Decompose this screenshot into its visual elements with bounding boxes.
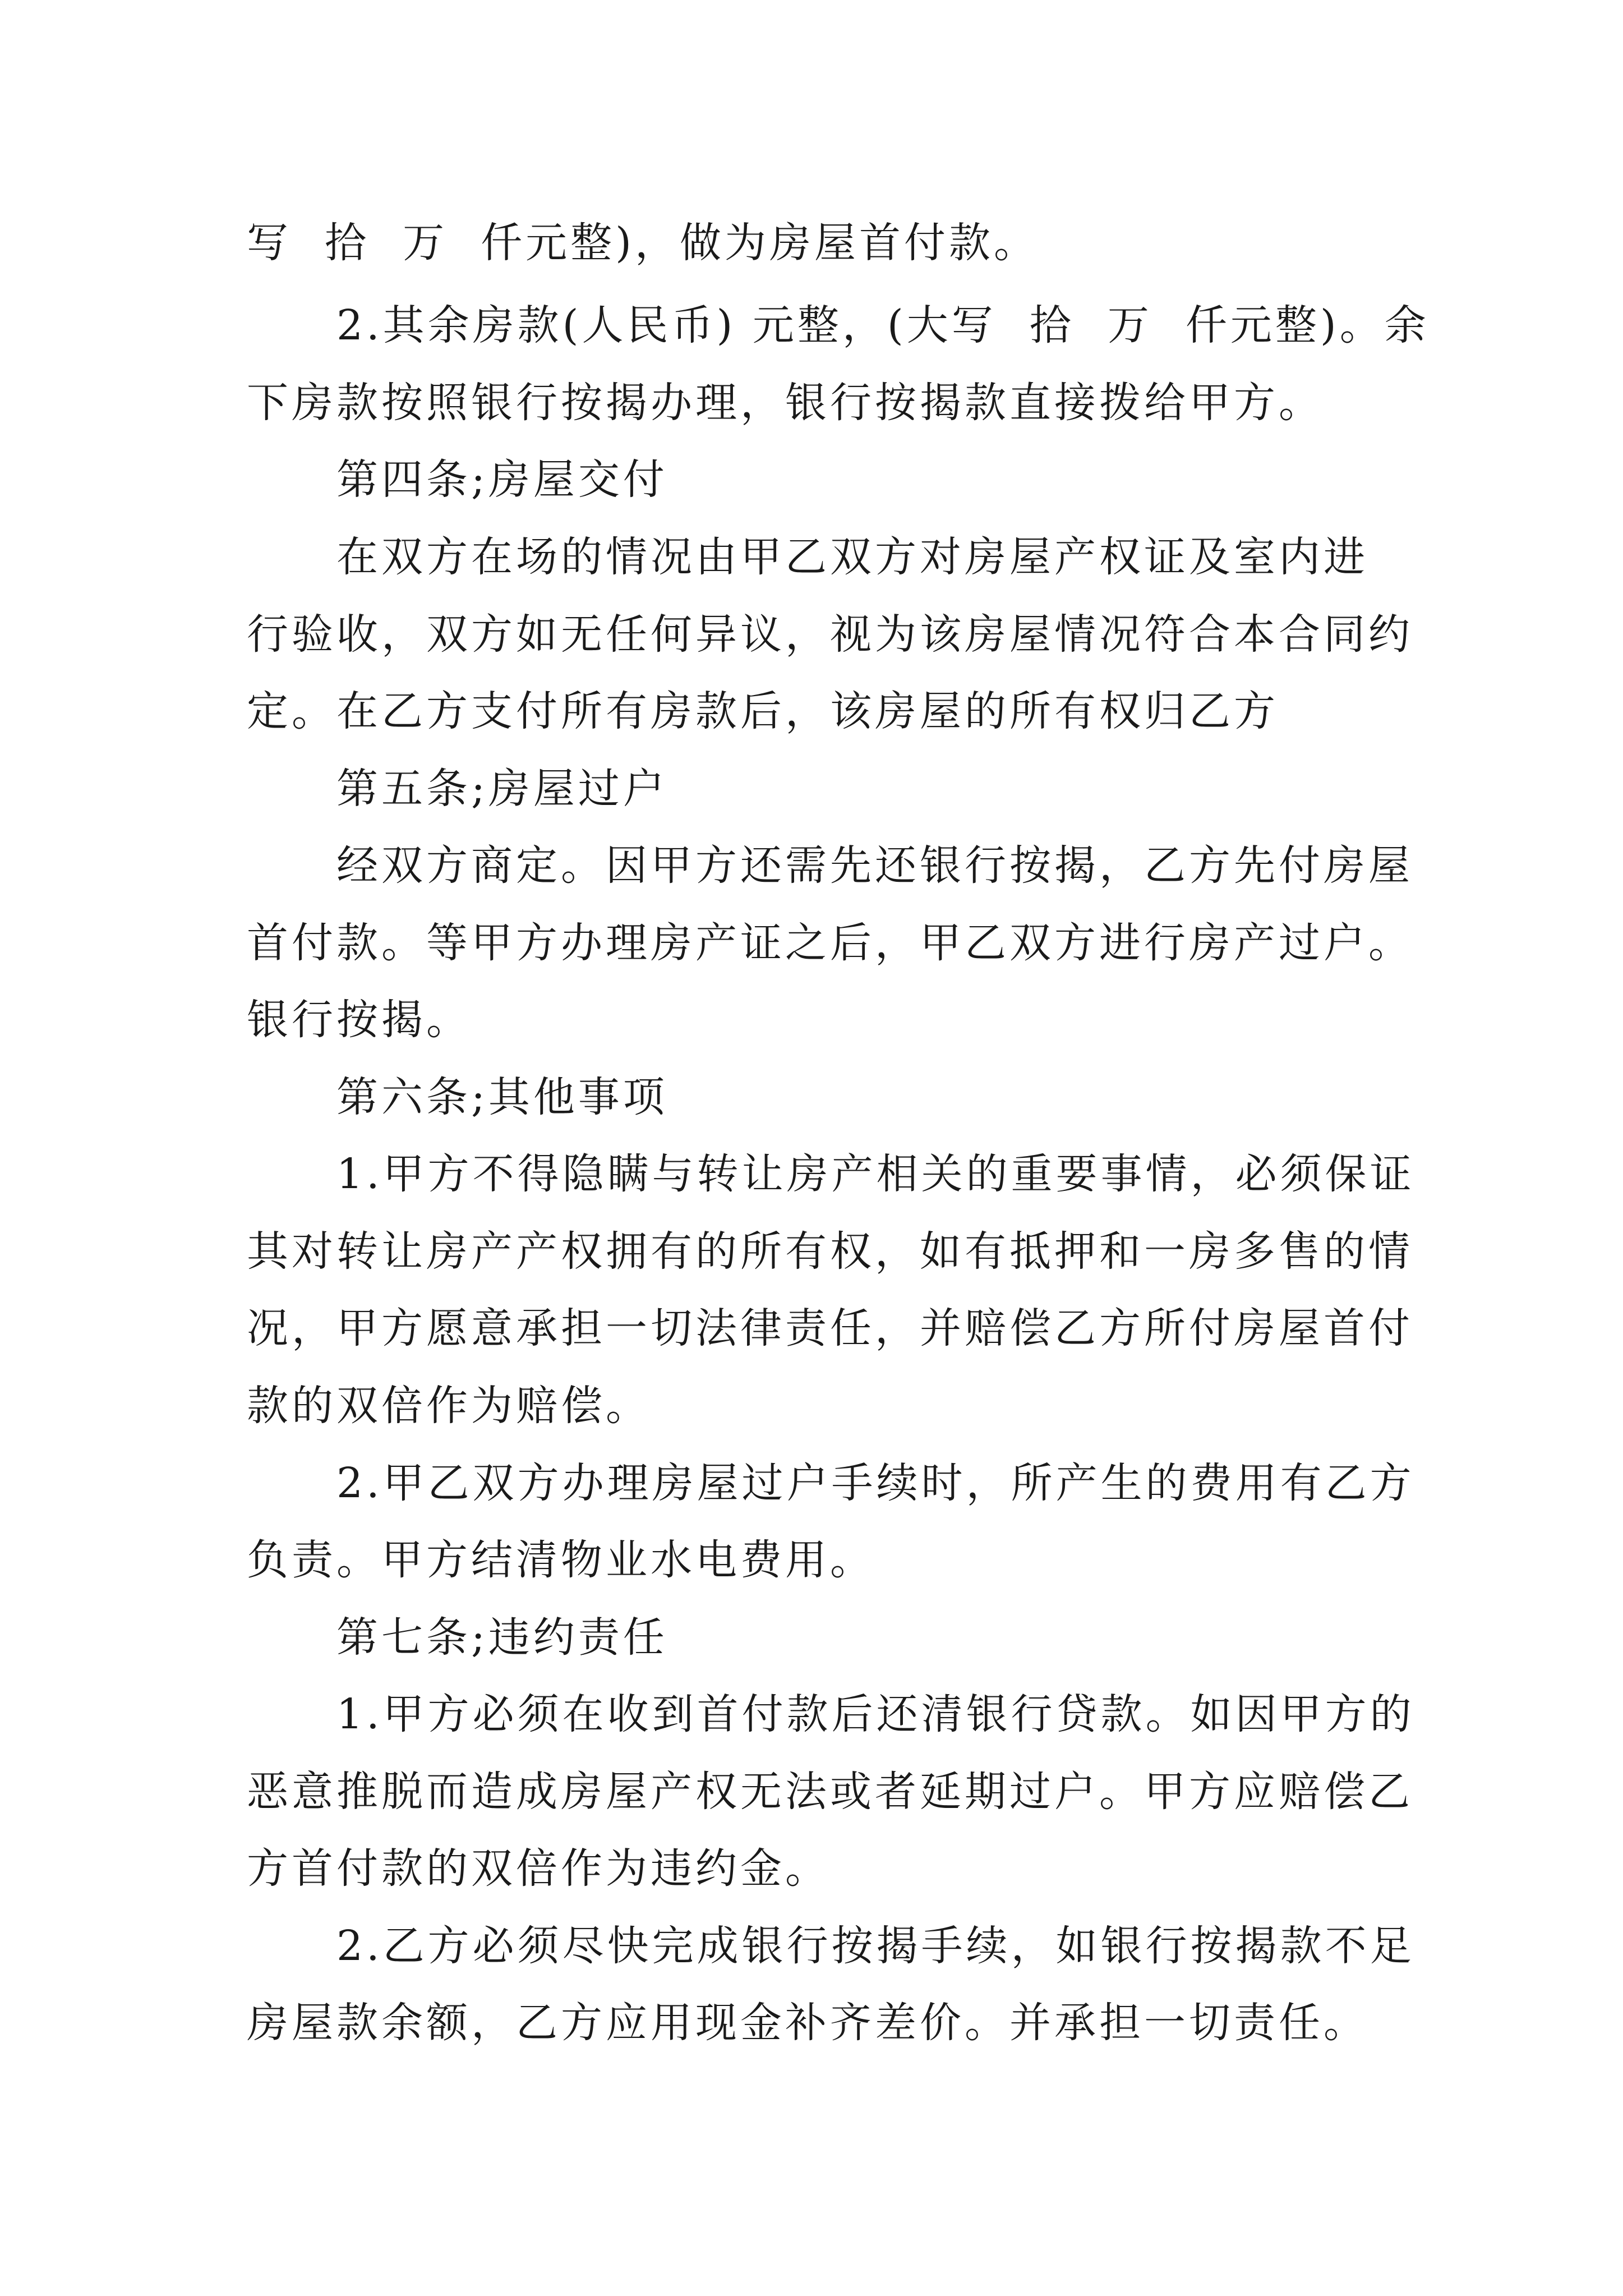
text-line: 银行按揭。 xyxy=(247,996,471,1044)
section-heading: 第四条;房屋交付 xyxy=(336,455,668,504)
text-line: 写 拾 万 仟元整)，做为房屋首付款。 xyxy=(247,219,1039,267)
text-line: 方首付款的双倍作为违约金。 xyxy=(247,1844,830,1893)
text-line: 经双方商定。因甲方还需先还银行按揭，乙方先付房屋 xyxy=(336,841,1413,890)
text-line: 2.甲乙双方办理房屋过户手续时，所产生的费用有乙方 xyxy=(336,1459,1415,1507)
text-line: 定。在乙方支付所有房款后，该房屋的所有权归乙方 xyxy=(247,687,1279,735)
text-line: 在双方在场的情况由甲乙双方对房屋产权证及室内进 xyxy=(336,533,1368,581)
text-line: 首付款。等甲方办理房产证之后，甲乙双方进行房产过户。 xyxy=(247,919,1413,967)
section-heading: 第五条;房屋过户 xyxy=(336,765,668,813)
text-line: 房屋款余额，乙方应用现金补齐差价。并承担一切责任。 xyxy=(247,1999,1368,2047)
text-line: 1.甲方必须在收到首付款后还清银行贷款。如因甲方的 xyxy=(336,1690,1415,1738)
text-line: 恶意推脱而造成房屋产权无法或者延期过户。甲方应赔偿乙 xyxy=(247,1768,1413,1816)
text-line: 负责。甲方结清物业水电费用。 xyxy=(247,1536,875,1584)
text-line: 款的双倍作为赔偿。 xyxy=(247,1382,651,1430)
section-heading: 第七条;违约责任 xyxy=(336,1613,668,1662)
text-line: 2.其余房款(人民币) 元整，(大写 拾 万 仟元整)。余 xyxy=(336,301,1430,349)
text-line: 1.甲方不得隐瞒与转让房产相关的重要事情，必须保证 xyxy=(336,1150,1415,1198)
text-line: 其对转让房产产权拥有的所有权，如有抵押和一房多售的情 xyxy=(247,1227,1413,1276)
section-heading: 第六条;其他事项 xyxy=(336,1073,668,1121)
text-line: 行验收，双方如无任何异议，视为该房屋情况符合本合同约 xyxy=(247,610,1413,659)
text-line: 下房款按照银行按揭办理，银行按揭款直接拨给甲方。 xyxy=(247,379,1324,427)
text-line: 2.乙方必须尽快完成银行按揭手续，如银行按揭款不足 xyxy=(336,1922,1415,1970)
text-line: 况，甲方愿意承担一切法律责任，并赔偿乙方所付房屋首付 xyxy=(247,1304,1413,1352)
